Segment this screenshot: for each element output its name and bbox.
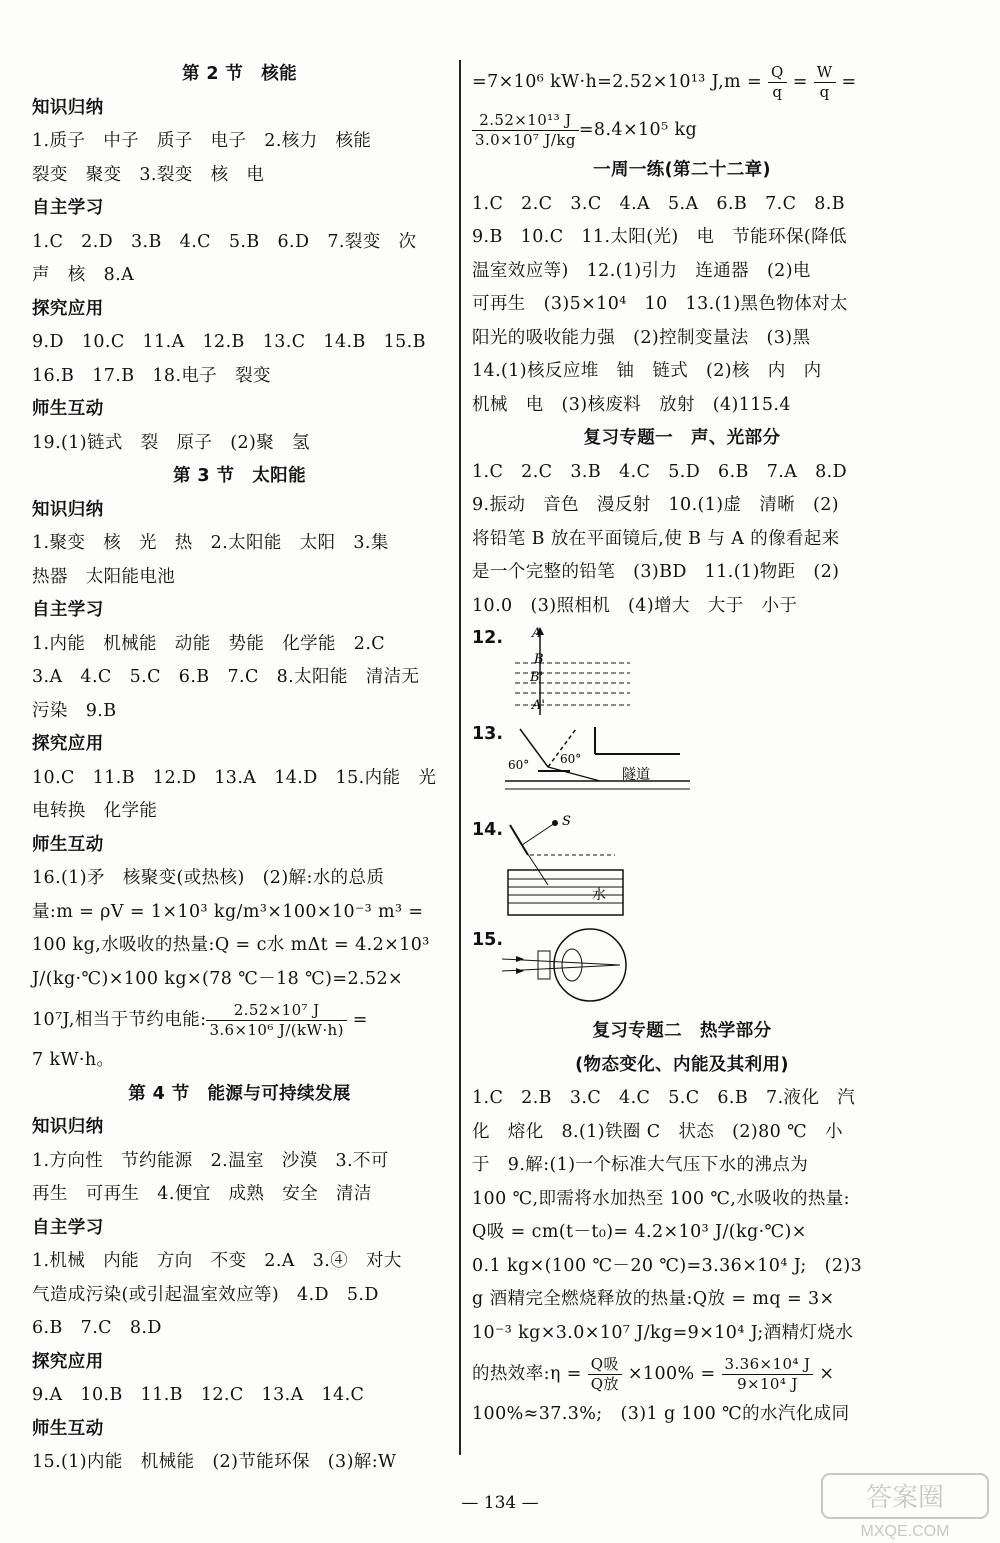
answer-line: 100 ℃,即需将水加热至 100 ℃,水吸收的热量: bbox=[472, 1188, 850, 1209]
answer-line: 电转换 化学能 bbox=[32, 801, 158, 821]
answer-line: 9.振动 音色 漫反射 10.(1)虚 清晰 (2) bbox=[472, 495, 840, 515]
section-heading: 知识归纳 bbox=[32, 499, 104, 520]
answer-line: 1.C 2.C 3.B 4.C 5.D 6.B 7.A 8.D bbox=[472, 461, 848, 482]
answer-line: 0.1 kg×(100 ℃－20 ℃)=3.36×10⁴ J; (2)3 bbox=[472, 1255, 863, 1276]
answer-line: 14.(1)核反应堆 铀 链式 (2)核 内 内 bbox=[472, 361, 822, 381]
formula-part: Q吸 bbox=[588, 1355, 622, 1375]
right-column bbox=[472, 58, 892, 1432]
formula-line bbox=[472, 58, 892, 106]
answer-line: 100 kg,水吸收的热量:Q = c水 mΔt = 4.2×10³ bbox=[32, 935, 430, 955]
figure-12-diagram bbox=[500, 623, 650, 719]
formula-part: W bbox=[814, 63, 836, 83]
formula-part: ×100% = bbox=[621, 1364, 722, 1384]
answer-line: 气造成污染(或引起温室效应等) 4.D 5.D bbox=[32, 1284, 379, 1305]
figure-14 bbox=[472, 815, 892, 925]
section-heading: 师生互动 bbox=[32, 834, 104, 855]
answer-line: 1.C 2.B 3.C 4.C 5.C 6.B 7.液化 汽 bbox=[472, 1088, 856, 1108]
svg-text:答案圈: 答案圈 bbox=[865, 1483, 945, 1513]
right-top-block bbox=[472, 58, 892, 623]
figure-13-diagram bbox=[500, 719, 700, 809]
formula-part: 3.36×10⁴ J bbox=[722, 1355, 814, 1375]
left-column bbox=[32, 58, 447, 1480]
answer-line: 热器 太阳能电池 bbox=[32, 566, 176, 587]
answer-line: 于 9.解:(1)一个标准大气压下水的沸点为 bbox=[472, 1155, 809, 1175]
formula-part: q bbox=[819, 83, 830, 101]
formula-part: Q放 bbox=[590, 1375, 619, 1393]
section-title: 复习专题一 声、光部分 bbox=[583, 428, 781, 448]
formula-line bbox=[32, 996, 447, 1044]
answer-line: Q吸 = cm(t－t₀)= 4.2×10³ J/(kg·℃)× bbox=[472, 1222, 807, 1242]
answer-line: 9.D 10.C 11.A 12.B 13.C 14.B 15.B bbox=[32, 332, 426, 352]
formula-part: q bbox=[772, 83, 783, 101]
answer-line: 机械 电 (3)核废料 放射 (4)115.4 bbox=[472, 394, 791, 415]
formula-part: 的热效率:η = bbox=[472, 1364, 588, 1384]
formula-part: = bbox=[786, 72, 814, 92]
fraction bbox=[814, 63, 836, 102]
answer-line: 1.聚变 核 光 热 2.太阳能 太阳 3.集 bbox=[32, 533, 389, 553]
formula-part: 3.6×10⁶ J/(kW·h) bbox=[209, 1021, 344, 1039]
fraction bbox=[472, 111, 579, 150]
formula-part: = bbox=[346, 1010, 368, 1030]
section-heading: 知识归纳 bbox=[32, 1117, 104, 1137]
answer-line: 16.(1)矛 核聚变(或热核) (2)解:水的总质 bbox=[32, 868, 385, 888]
answer-line: 10.C 11.B 12.D 13.A 14.D 15.内能 光 bbox=[32, 767, 437, 788]
formula-line bbox=[472, 106, 892, 154]
formula-part: 2.52×10⁷ J bbox=[206, 1001, 346, 1021]
formula-part: =8.4×10⁵ kg bbox=[578, 120, 698, 140]
section-title: 复习专题二 热学部分 bbox=[592, 1021, 772, 1041]
answer-line: J/(kg·℃)×100 kg×(78 ℃－18 ℃)=2.52× bbox=[32, 968, 404, 989]
answer-line: 15.(1)内能 机械能 (2)节能环保 (3)解:W bbox=[32, 1452, 397, 1472]
formula-part: × bbox=[813, 1364, 835, 1384]
figure-14-diagram bbox=[500, 815, 640, 923]
fraction bbox=[588, 1355, 622, 1394]
section-heading: 探究应用 bbox=[32, 734, 104, 754]
figure-13 bbox=[472, 719, 892, 815]
formula-part: = bbox=[835, 72, 857, 92]
formula-line bbox=[472, 1350, 892, 1398]
formula-part: 10⁷J,相当于节约电能: bbox=[32, 1010, 207, 1030]
answer-line: 9.A 10.B 11.B 12.C 13.A 14.C bbox=[32, 1385, 365, 1405]
answer-line: 声 核 8.A bbox=[32, 265, 135, 285]
formula-part: 9×10⁴ J bbox=[737, 1375, 798, 1393]
section-heading: 知识归纳 bbox=[32, 97, 104, 118]
answer-line: 是一个完整的铅笔 (3)BD 11.(1)物距 (2) bbox=[472, 562, 840, 582]
answer-line: 1.方向性 节约能源 2.温室 沙漠 3.不可 bbox=[32, 1150, 389, 1171]
tunnel-label: 隧道 bbox=[622, 767, 650, 783]
answer-line: 3.A 4.C 5.C 6.B 7.C 8.太阳能 清洁无 bbox=[32, 667, 420, 687]
answer-line: 16.B 17.B 18.电子 裂变 bbox=[32, 365, 271, 386]
answer-line: 1.机械 内能 方向 不变 2.A 3.④ 对大 bbox=[32, 1251, 402, 1271]
water-label: 水 bbox=[592, 887, 606, 903]
formula-part: Q bbox=[768, 63, 787, 83]
formula-part: 2.52×10¹³ J bbox=[472, 111, 579, 131]
answer-line: 量:m = ρV = 1×10³ kg/m³×100×10⁻³ m³ = bbox=[32, 901, 424, 922]
label-b2: B' bbox=[530, 670, 544, 685]
column-divider bbox=[459, 60, 461, 1455]
figure-label: 12. bbox=[472, 628, 504, 648]
formula-part: 3.0×10⁷ J/kg bbox=[475, 131, 576, 149]
figure-15-diagram bbox=[500, 925, 640, 1005]
answer-line: 10⁻³ kg×3.0×10⁷ J/kg=9×10⁴ J;酒精灯烧水 bbox=[472, 1322, 854, 1343]
answer-line: 可再生 (3)5×10⁴ 10 13.(1)黑色物体对太 bbox=[472, 294, 848, 314]
fraction bbox=[206, 1001, 346, 1040]
answer-line: 温室效应等) 12.(1)引力 连通器 (2)电 bbox=[472, 260, 811, 281]
angle-1: 60° bbox=[508, 758, 530, 772]
answer-line: 将铅笔 B 放在平面镜后,使 B 与 A 的像看起来 bbox=[472, 528, 840, 549]
answer-line: g 酒精完全燃烧释放的热量:Q放 = mq = 3× bbox=[472, 1289, 835, 1309]
answer-line: 9.B 10.C 11.太阳(光) 电 节能环保(降低 bbox=[472, 227, 847, 247]
section-title: (物态变化、内能及其利用) bbox=[575, 1054, 789, 1075]
section-heading: 探究应用 bbox=[32, 298, 104, 319]
fraction bbox=[768, 63, 787, 102]
right-bottom-block bbox=[472, 1015, 892, 1432]
answer-line: 污染 9.B bbox=[32, 700, 117, 721]
section-title: 第 4 节 能源与可持续发展 bbox=[128, 1083, 351, 1104]
svg-text:MXQE.COM: MXQE.COM bbox=[860, 1523, 950, 1540]
figure-label: 15. bbox=[472, 930, 504, 950]
page-number: — 134 — bbox=[461, 1493, 539, 1513]
answer-line: 100%≈37.3%; (3)1 g 100 ℃的水汽化成同 bbox=[472, 1404, 850, 1424]
figure-label: 13. bbox=[472, 724, 504, 744]
answer-line: 19.(1)链式 裂 原子 (2)聚 氢 bbox=[32, 432, 310, 453]
answer-line: 7 kW·h。 bbox=[32, 1050, 115, 1070]
answer-line: 1.内能 机械能 动能 势能 化学能 2.C bbox=[32, 633, 386, 654]
answer-line: 阳光的吸收能力强 (2)控制变量法 (3)黑 bbox=[472, 327, 811, 348]
figure-label: 14. bbox=[472, 820, 504, 840]
answer-line: 1.C 2.C 3.C 4.A 5.A 6.B 7.C 8.B bbox=[472, 193, 846, 214]
angle-2: 60° bbox=[560, 752, 582, 766]
section-heading: 师生互动 bbox=[32, 1418, 104, 1439]
section-heading: 自主学习 bbox=[32, 1217, 104, 1238]
label-s: S bbox=[562, 815, 571, 829]
answer-line: 裂变 聚变 3.裂变 核 电 bbox=[32, 164, 265, 185]
section-title: 第 3 节 太阳能 bbox=[173, 466, 306, 486]
figure-15 bbox=[472, 925, 892, 1015]
answer-line: 6.B 7.C 8.D bbox=[32, 1318, 162, 1338]
label-a2: A' bbox=[532, 698, 545, 713]
watermark-logo bbox=[820, 1472, 990, 1542]
fraction bbox=[722, 1355, 814, 1394]
figure-12 bbox=[472, 623, 892, 719]
section-heading: 师生互动 bbox=[32, 399, 104, 419]
answer-line: 化 熔化 8.(1)铁圈 C 状态 (2)80 ℃ 小 bbox=[472, 1121, 843, 1142]
section-heading: 自主学习 bbox=[32, 600, 104, 620]
section-heading: 自主学习 bbox=[32, 198, 104, 218]
section-title: 第 2 节 核能 bbox=[181, 64, 298, 84]
answer-line: 1.C 2.D 3.B 4.C 5.B 6.D 7.裂变 次 bbox=[32, 231, 417, 252]
label-b: B bbox=[534, 652, 544, 667]
label-a: A bbox=[532, 626, 542, 641]
answer-line: 1.质子 中子 质子 电子 2.核力 核能 bbox=[32, 131, 372, 151]
answer-line: 10.0 (3)照相机 (4)增大 大于 小于 bbox=[472, 595, 798, 616]
answer-line: 再生 可再生 4.便宜 成熟 安全 清洁 bbox=[32, 1184, 372, 1204]
section-title: 一周一练(第二十二章) bbox=[593, 160, 771, 180]
formula-part: =7×10⁶ kW·h=2.52×10¹³ J,m = bbox=[472, 72, 769, 92]
section-heading: 探究应用 bbox=[32, 1351, 104, 1372]
